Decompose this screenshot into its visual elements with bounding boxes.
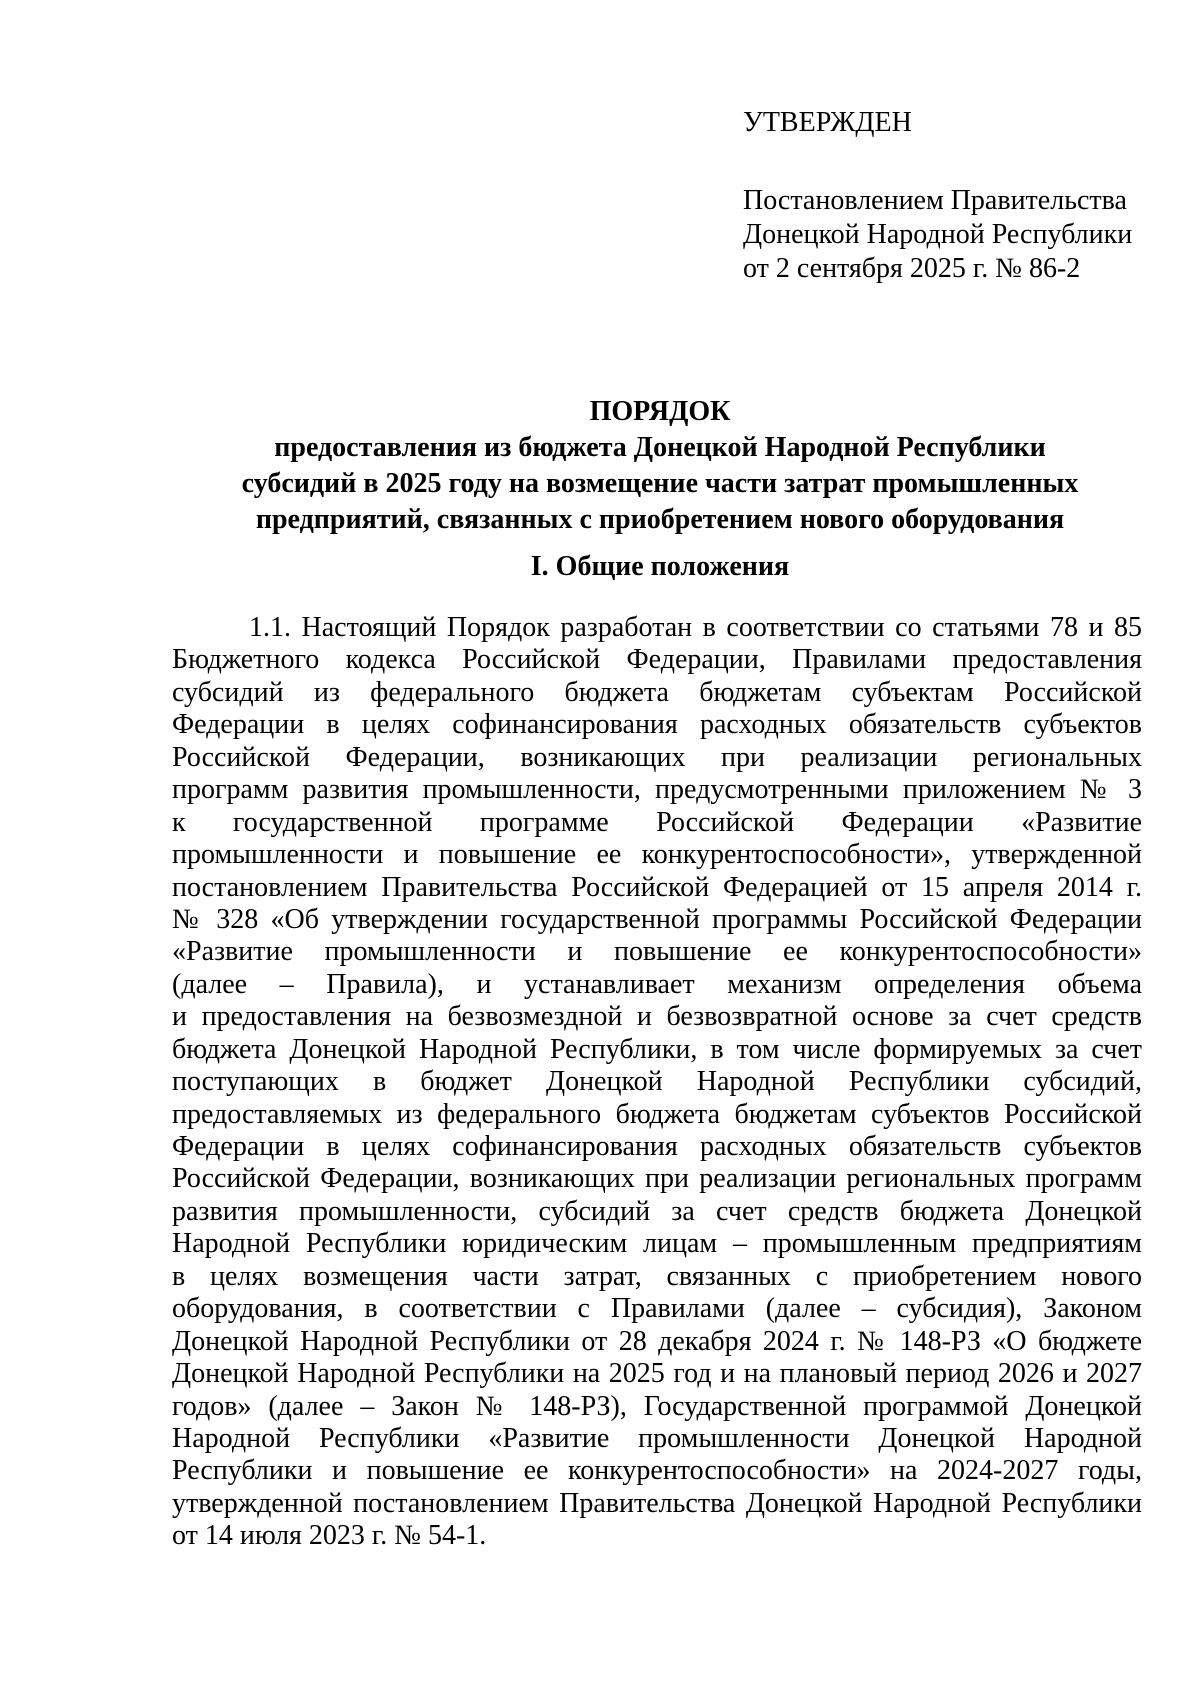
document-title: ПОРЯДОК	[589, 396, 731, 427]
approval-stamp-block	[743, 106, 1132, 286]
paragraph-line: (далее – Правила), и устанавливает механизм определения объема	[172, 968, 1142, 1000]
paragraph-line: Народной Республики «Развитие промышленности Донецкой Народной	[172, 1422, 1142, 1454]
paragraph-line: годов» (далее – Закон № 148-РЗ), Государственной программой Донецкой	[172, 1390, 1142, 1422]
paragraph-line: Федерации в целях софинансирования расходных обязательств субъектов	[172, 709, 1142, 741]
paragraph-line: Донецкой Народной Республики от 28 декабря 2024 г. № 148-РЗ «О бюджете	[172, 1325, 1142, 1357]
paragraph-line: № 328 «Об утверждении государственной программы Российской Федерации	[172, 903, 1142, 935]
approval-status: УТВЕРЖДЕН	[743, 107, 912, 138]
section-paragraph	[172, 612, 1142, 1553]
approval-spacer	[743, 140, 1132, 184]
paragraph-line: Народной Республики юридическим лицам – промышленным предприятиям	[172, 1228, 1142, 1260]
paragraph-line: постановлением Правительства Российской Федерацией от 15 апреля 2014 г.	[172, 871, 1142, 903]
paragraph-line: оборудования, в соответствии с Правилами (далее – субсидия), Законом	[172, 1293, 1142, 1325]
paragraph-line: Бюджетного кодекса Российской Федерации, Правилами предоставления	[172, 644, 1142, 676]
document-subtitle-line-1: предоставления из бюджета Донецкой Народной Республики	[274, 432, 1046, 463]
paragraph-line: к государственной программе Российской Федерации «Развитие	[172, 806, 1142, 838]
paragraph-line: в целях возмещения части затрат, связанных с приобретением нового	[172, 1260, 1142, 1292]
paragraph-line: Российской Федерации, возникающих при реализации региональных программ	[172, 1163, 1142, 1195]
document-title-block	[160, 394, 1160, 538]
paragraph-line: «Развитие промышленности и повышение ее конкурентоспособности»	[172, 936, 1142, 968]
paragraph-line: предоставляемых из федерального бюджета бюджетам субъектов Российской	[172, 1098, 1142, 1130]
paragraph-line: Донецкой Народной Республики на 2025 год и на плановый период 2026 и 2027	[172, 1358, 1142, 1390]
paragraph-line: субсидий из федерального бюджета бюджетам субъектам Российской	[172, 676, 1142, 708]
approval-line-1: Постановлением Правительства	[743, 185, 1127, 216]
approval-line-3: от 2 сентября 2025 г. № 86-2	[743, 253, 1081, 284]
paragraph-line: от 14 июля 2023 г. № 54-1.	[172, 1520, 487, 1552]
document-subtitle-line-2: субсидий в 2025 году на возмещение части затрат промышленных	[241, 468, 1079, 499]
paragraph-line: и предоставления на безвозмездной и безвозвратной основе за счет средств	[172, 1001, 1142, 1033]
paragraph-line: программ развития промышленности, предусмотренными приложением № 3	[172, 774, 1142, 806]
paragraph-line: промышленности и повышение ее конкурентоспособности», утвержденной	[172, 839, 1142, 871]
paragraph-line: утвержденной постановлением Правительства Донецкой Народной Республики	[172, 1487, 1142, 1519]
document-subtitle-line-3: предприятий, связанных с приобретением нового оборудования	[255, 504, 1065, 535]
paragraph-line: развития промышленности, субсидий за счет средств бюджета Донецкой	[172, 1195, 1142, 1227]
paragraph-line: бюджета Донецкой Народной Республики, в том числе формируемых за счет	[172, 1033, 1142, 1065]
paragraph-line: 1.1. Настоящий Порядок разработан в соответствии со статьями 78 и 85	[249, 612, 1142, 643]
paragraph-line: Российской Федерации, возникающих при реализации региональных	[172, 741, 1142, 773]
section-heading: I. Общие положения	[530, 551, 790, 582]
paragraph-line: Республики и повышение ее конкурентоспособности» на 2024-2027 годы,	[172, 1455, 1142, 1487]
paragraph-line: Федерации в целях софинансирования расходных обязательств субъектов	[172, 1131, 1142, 1162]
approval-line-2: Донецкой Народной Республики	[743, 219, 1133, 250]
paragraph-line: поступающих в бюджет Донецкой Народной Республики субсидий,	[172, 1066, 1142, 1098]
